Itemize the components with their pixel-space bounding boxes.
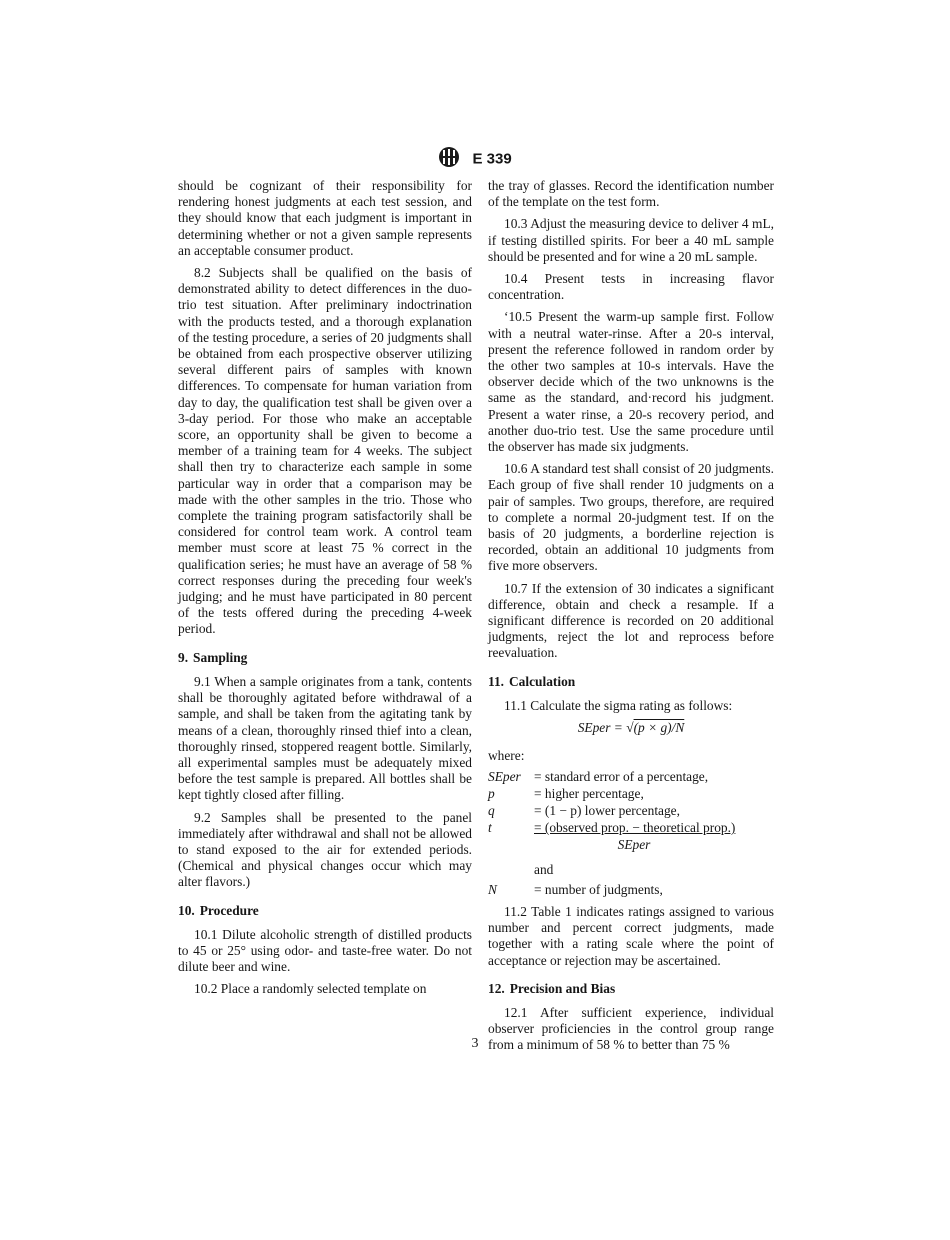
section-heading-sampling: 9. Sampling xyxy=(178,649,248,665)
section-heading-calculation: 11. Calculation xyxy=(488,673,576,689)
where-label: where: xyxy=(488,748,525,764)
paragraph-11-1: 11.1 Calculate the sigma rating as follows: xyxy=(504,697,733,713)
paragraph-10-5: ‘10.5 Present the warm-up sample first. Follow with a neutral water-rinse. After a 20-s interval, present the reference followed in random order by the other two samples at 10-s intervals. Have the observer decide which of the two unknowns is the same as the standard, and·record his judgment. Present a water rinse, a 20-s recovery period, and another duo-trio test. Use the same procedure until the observer has made six judgments. xyxy=(488,309,774,455)
paragraph-continued: the tray of glasses. Record the identification number of the template on the test form. xyxy=(488,178,774,210)
paragraph-10-2: 10.2 Place a randomly selected template on xyxy=(194,981,427,997)
paragraph-10-3: 10.3 Adjust the measuring device to deliver 4 mL, if testing distilled spirits. For beer a 40 mL sample should be presented and for wine a 20 mL sample. xyxy=(488,216,774,264)
paragraph-continued: should be cognizant of their responsibility for rendering honest judgments at each test session, and they should know that each judgment is important in determining whether or not a given sample represents an acceptable consumer product. xyxy=(178,178,472,258)
paragraph-11-2: 11.2 Table 1 indicates ratings assigned to various number and percent correct judgments, made together with a rating scale where the point of acceptance or rejection may be ascertained. xyxy=(488,903,774,968)
paragraph-10-1: 10.1 Dilute alcoholic strength of distilled products to 45 or 25° using odor- and taste-free water. Do not dilute beer and wine. xyxy=(178,926,472,975)
paragraph-10-4: 10.4 Present tests in increasing flavor concentration. xyxy=(488,271,774,303)
standard-designation: E 339 xyxy=(472,150,512,168)
paragraph-9-1: 9.1 When a sample originates from a tank, contents shall be thoroughly agitated before withdrawal of a sample, and shall be taken from the agitating tank by means of a clean, thoroughly rinsed thief into a clean, thoroughly rinsed, stoppered reagent bottle. Similarly, all experimental samples must be adequately mixed before the test sample is prepared. All bottles shall be kept tightly closed after filling. xyxy=(178,673,472,803)
astm-logo-icon xyxy=(438,146,460,172)
definition-list: SEper = standard error of a percentage, p = higher percentage, q = (1 − p) lower percentage, t = (observed prop. − theoretical prop.) SEper xyxy=(488,769,774,854)
page-header xyxy=(0,146,950,172)
paragraph-8-2: 8.2 Subjects shall be qualified on the basis of demonstrated ability to detect differences in the duo-trio test situation. After preliminary indoctrination with the products tested, and a thorough explanation of the testing procedure, a series of 20 judgments shall be obtained from each prospective observer utilizing several different pairs of samples with known differences. To compensate for human variation from day to day, the qualification test shall be given over a 3-day period. For those who make an acceptable score, an opportunity shall be given to become a member of a training team for 4 weeks. The subject shall then try to characterize each sample in some particular way in order that a comparison may be made with the other samples in the trio. Those who complete the training program satisfactorily shall be considered for control team work. A control team member must score at least 75 % correct in the qualification series; he must have an average of 58 % correct responses during the preceding four week's judging; and he must have participated in 80 percent of the tests offered during the preceding 4-week period. xyxy=(178,265,472,637)
right-column xyxy=(488,178,774,1060)
left-column xyxy=(178,178,472,1004)
page-number: 3 xyxy=(471,1036,479,1051)
sigma-formula: SEper = √(p × g)/N xyxy=(577,720,685,736)
section-heading-precision-bias: 12. Precision and Bias xyxy=(488,980,616,996)
paragraph-9-2: 9.2 Samples shall be presented to the panel immediately after withdrawal and shall not be allowed to stand exposed to the air for extended periods. (Chemical and physical changes occur which may alter flavors.) xyxy=(178,809,472,890)
section-heading-procedure: 10. Procedure xyxy=(178,902,259,918)
paragraph-10-7: 10.7 If the extension of 30 indicates a significant difference, obtain and check a resample. If a significant difference is recorded on 20 additional judgments, reject the lot and reprocess before reevaluation. xyxy=(488,580,774,661)
definition-n: N = number of judgments, xyxy=(488,881,663,897)
paragraph-10-6: 10.6 A standard test shall consist of 20 judgments. Each group of five shall render 10 judgments on a pair of samples. Two groups, therefore, are required to complete a normal 20-judgment test. If on the basis of 20 judgments, a borderline rejection is recorded, obtain an additional 10 judgments from five more observers. xyxy=(488,461,774,574)
t-denominator: SEper xyxy=(617,837,651,853)
and-label: and xyxy=(534,861,554,877)
paragraph-12-1: 12.1 After sufficient experience, individual observer proficiencies in the control group range from a minimum of 58 % to better than 75 % xyxy=(488,1004,774,1053)
